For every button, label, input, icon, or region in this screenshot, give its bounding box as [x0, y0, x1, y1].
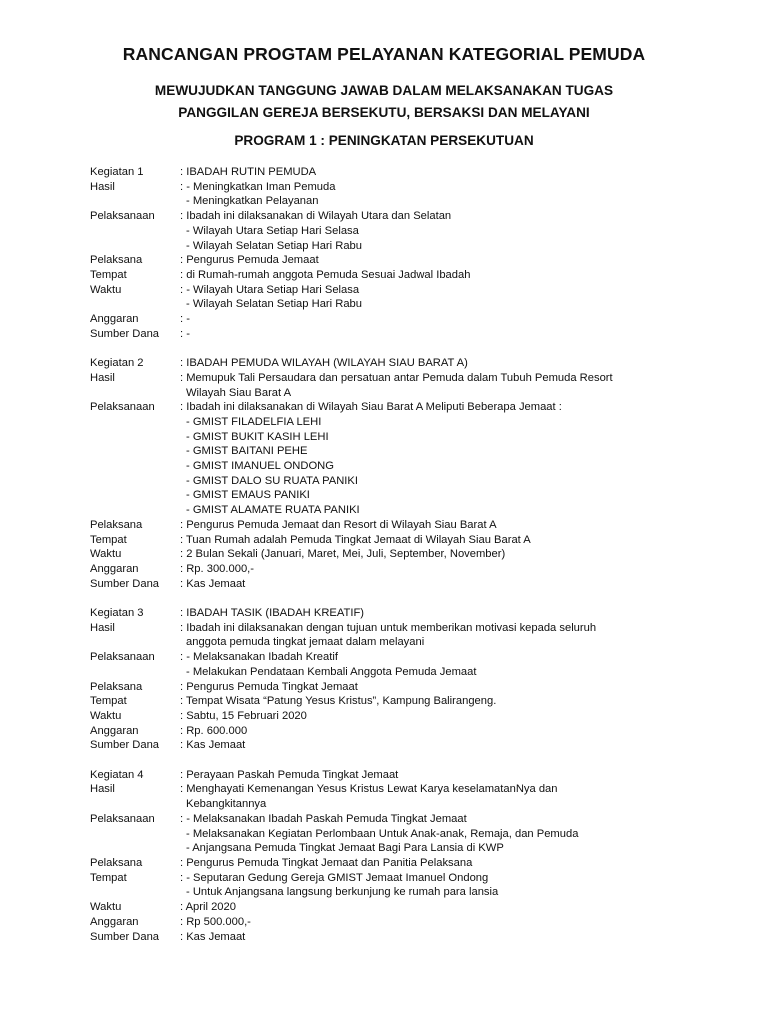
field-row	[90, 253, 730, 268]
field-row	[90, 738, 730, 753]
field-label: Hasil	[90, 621, 115, 634]
field-label-spacer	[90, 297, 180, 312]
field-value-continuation: - Melakukan Pendataan Kembali Anggota Pemuda Jemaat	[186, 665, 477, 678]
field-row	[90, 459, 730, 474]
field-value: : Rp. 300.000,-	[180, 562, 255, 575]
field-row	[90, 297, 730, 312]
field-value: : IBADAH RUTIN PEMUDA	[180, 166, 317, 178]
field-label-spacer	[90, 444, 180, 459]
field-value: : Kas Jemaat	[180, 739, 246, 752]
field-value-continuation: - GMIST FILADELFIA LEHI	[186, 415, 322, 428]
field-value: : di Rumah-rumah anggota Pemuda Sesuai Jadwal Ibadah	[180, 268, 471, 281]
field-label: Kegiatan 3	[90, 607, 144, 620]
field-row	[90, 518, 730, 533]
document-title: RANCANGAN PROGTAM PELAYANAN KATEGORIAL PEMUDA	[122, 44, 646, 64]
field-value: : 2 Bulan Sekali (Januari, Maret, Mei, Juli, September, November)	[180, 548, 506, 561]
field-label: Anggaran	[90, 915, 139, 928]
field-label: Tempat	[90, 268, 127, 281]
field-label: Sumber Dana	[90, 327, 160, 340]
field-row	[90, 871, 730, 886]
field-value-continuation: - Wilayah Utara Setiap Hari Selasa	[186, 224, 359, 237]
field-value-continuation: - GMIST ALAMATE RUATA PANIKI	[186, 504, 360, 517]
field-row	[90, 386, 730, 401]
field-value: : Tuan Rumah adalah Pemuda Tingkat Jemaat di Wilayah Siau Barat A	[180, 533, 531, 546]
field-value-continuation: - GMIST BUKIT KASIH LEHI	[186, 430, 329, 443]
field-value-continuation: Kebangkitannya	[186, 798, 267, 811]
field-row	[90, 694, 730, 709]
activity-section	[90, 606, 730, 753]
field-label-spacer	[90, 194, 180, 209]
field-row	[90, 680, 730, 695]
field-value-continuation: - Wilayah Selatan Setiap Hari Rabu	[186, 298, 362, 311]
field-label-spacer	[90, 239, 180, 254]
field-label: Pelaksanaan	[90, 812, 155, 825]
field-row	[90, 782, 730, 797]
field-label: Pelaksana	[90, 857, 143, 869]
field-row	[90, 430, 730, 445]
field-label: Kegiatan 2	[90, 357, 144, 370]
field-row	[90, 577, 730, 592]
field-row	[90, 841, 730, 856]
field-value-continuation: Wilayah Siau Barat A	[186, 386, 292, 399]
field-row	[90, 709, 730, 724]
field-label: Pelaksana	[90, 518, 143, 531]
field-value: : Menghayati Kemenangan Yesus Kristus Lewat Karya keselamatanNya dan	[180, 783, 558, 796]
field-row	[90, 915, 730, 930]
field-label-spacer	[90, 635, 180, 650]
section-gap	[90, 753, 730, 768]
field-row	[90, 415, 730, 430]
field-row	[90, 768, 730, 783]
field-value-continuation: - Meningkatkan Pelayanan	[186, 195, 319, 208]
field-label-spacer	[90, 386, 180, 401]
section-gap	[90, 591, 730, 606]
field-value: : -	[180, 327, 190, 340]
document-subtitle	[0, 80, 768, 124]
activity-section	[90, 165, 730, 341]
field-value-continuation: - Anjangsana Pemuda Tingkat Jemaat Bagi Para Lansia di KWP	[186, 842, 504, 855]
field-value: : Ibadah ini dilaksanakan di Wilayah Siau Barat A Meliputi Beberapa Jemaat :	[180, 401, 562, 414]
field-label: Pelaksanaan	[90, 401, 155, 414]
activity-section	[90, 768, 730, 944]
field-value-continuation: - GMIST BAITANI PEHE	[186, 445, 308, 458]
field-label: Waktu	[90, 709, 122, 722]
field-row	[90, 327, 730, 342]
field-row	[90, 635, 730, 650]
field-label: Kegiatan 4	[90, 768, 144, 781]
field-value: : - Seputaran Gedung Gereja GMIST Jemaat Imanuel Ondong	[180, 871, 489, 884]
field-label-spacer	[90, 665, 180, 680]
field-value: : Perayaan Paskah Pemuda Tingkat Jemaat	[180, 768, 399, 781]
field-row	[90, 665, 730, 680]
field-label-spacer	[90, 827, 180, 842]
field-value: : - Melaksanakan Ibadah Kreatif	[180, 651, 338, 664]
field-label-spacer	[90, 503, 180, 518]
field-row	[90, 268, 730, 283]
field-row	[90, 312, 730, 327]
field-value: : Kas Jemaat	[180, 577, 246, 590]
field-label: Waktu	[90, 283, 122, 296]
field-value: : Ibadah ini dilaksanakan dengan tujuan untuk memberikan motivasi kepada seluruh	[180, 621, 597, 634]
field-value: : - Melaksanakan Ibadah Paskah Pemuda Tingkat Jemaat	[180, 812, 467, 825]
field-label: Waktu	[90, 901, 122, 914]
field-label: Kegiatan 1	[90, 166, 144, 178]
program-heading: PROGRAM 1 : PENINGKATAN PERSEKUTUAN	[234, 133, 534, 148]
field-value: : -	[180, 313, 190, 326]
field-label: Pelaksanaan	[90, 651, 155, 664]
field-label-spacer	[90, 841, 180, 856]
field-value: : Pengurus Pemuda Jemaat	[180, 254, 319, 267]
field-label: Hasil	[90, 783, 115, 796]
field-row	[90, 474, 730, 489]
field-label-spacer	[90, 415, 180, 430]
field-row	[90, 724, 730, 739]
field-row	[90, 562, 730, 577]
field-row	[90, 165, 730, 180]
field-label: Sumber Dana	[90, 739, 160, 752]
field-row	[90, 194, 730, 209]
field-value: : Kas Jemaat	[180, 930, 246, 943]
field-value: : IBADAH TASIK (IBADAH KREATIF)	[180, 607, 365, 620]
field-label-spacer	[90, 474, 180, 489]
field-value: : Pengurus Pemuda Tingkat Jemaat	[180, 680, 358, 693]
field-label-spacer	[90, 797, 180, 812]
field-value: : Tempat Wisata “Patung Yesus Kristus”, Kampung Balirangeng.	[180, 695, 497, 708]
field-row	[90, 621, 730, 636]
field-value: : IBADAH PEMUDA WILAYAH (WILAYAH SIAU BARAT A)	[180, 357, 468, 370]
field-row	[90, 812, 730, 827]
field-value-continuation: - GMIST IMANUEL ONDONG	[186, 460, 334, 473]
field-value: : Ibadah ini dilaksanakan di Wilayah Utara dan Selatan	[180, 210, 452, 223]
field-label: Hasil	[90, 371, 115, 384]
field-label-spacer	[90, 459, 180, 474]
field-label-spacer	[90, 488, 180, 503]
field-row	[90, 856, 730, 871]
field-label: Sumber Dana	[90, 577, 160, 590]
field-row	[90, 209, 730, 224]
field-row	[90, 547, 730, 562]
field-value-continuation: - Untuk Anjangsana langsung berkunjung ke rumah para lansia	[186, 886, 499, 899]
field-label: Anggaran	[90, 313, 139, 326]
field-value-continuation: - Melaksanakan Kegiatan Perlombaan Untuk Anak-anak, Remaja, dan Pemuda	[186, 827, 579, 840]
field-row	[90, 444, 730, 459]
field-label: Tempat	[90, 871, 127, 884]
field-value: : April 2020	[180, 901, 236, 914]
field-label: Anggaran	[90, 562, 139, 575]
field-row	[90, 885, 730, 900]
field-row	[90, 224, 730, 239]
field-row	[90, 400, 730, 415]
field-value: : - Wilayah Utara Setiap Hari Selasa	[180, 283, 360, 296]
field-row	[90, 827, 730, 842]
field-label: Pelaksana	[90, 254, 143, 267]
field-value-continuation: - Wilayah Selatan Setiap Hari Rabu	[186, 239, 362, 252]
field-label-spacer	[90, 224, 180, 239]
subtitle-line: PANGGILAN GEREJA BERSEKUTU, BERSAKSI DAN MELAYANI	[178, 105, 590, 120]
field-label: Waktu	[90, 548, 122, 561]
field-value: : Memupuk Tali Persaudara dan persatuan antar Pemuda dalam Tubuh Pemuda Resort	[180, 371, 613, 384]
field-row	[90, 900, 730, 915]
field-row	[90, 356, 730, 371]
field-label: Tempat	[90, 533, 127, 546]
field-label-spacer	[90, 430, 180, 445]
activity-list	[90, 165, 730, 944]
field-value: : Pengurus Pemuda Jemaat dan Resort di Wilayah Siau Barat A	[180, 518, 497, 531]
subtitle-line: MEWUJUDKAN TANGGUNG JAWAB DALAM MELAKSANAKAN TUGAS	[154, 83, 614, 98]
field-label: Pelaksanaan	[90, 210, 155, 223]
field-label-spacer	[90, 885, 180, 900]
field-row	[90, 503, 730, 518]
field-row	[90, 239, 730, 254]
field-row	[90, 180, 730, 195]
field-value: : Sabtu, 15 Februari 2020	[180, 709, 307, 722]
field-value: : Rp. 600.000	[180, 724, 248, 737]
field-label: Tempat	[90, 695, 127, 708]
field-value: : - Meningkatkan Iman Pemuda	[180, 180, 336, 193]
field-value: : Pengurus Pemuda Tingkat Jemaat dan Panitia Pelaksana	[180, 857, 473, 869]
field-row	[90, 930, 730, 945]
field-label: Hasil	[90, 180, 115, 193]
field-value-continuation: - GMIST DALO SU RUATA PANIKI	[186, 474, 358, 487]
field-row	[90, 371, 730, 386]
field-row	[90, 283, 730, 298]
field-label: Sumber Dana	[90, 930, 160, 943]
field-label: Anggaran	[90, 724, 139, 737]
field-value-continuation: - GMIST EMAUS PANIKI	[186, 489, 310, 502]
field-row	[90, 533, 730, 548]
activity-section	[90, 356, 730, 591]
field-row	[90, 797, 730, 812]
field-row	[90, 606, 730, 621]
field-row	[90, 650, 730, 665]
field-value-continuation: anggota pemuda tingkat jemaat dalam melayani	[186, 636, 425, 649]
field-value: : Rp 500.000,-	[180, 915, 251, 928]
section-gap	[90, 341, 730, 356]
field-label: Pelaksana	[90, 680, 143, 693]
field-row	[90, 488, 730, 503]
